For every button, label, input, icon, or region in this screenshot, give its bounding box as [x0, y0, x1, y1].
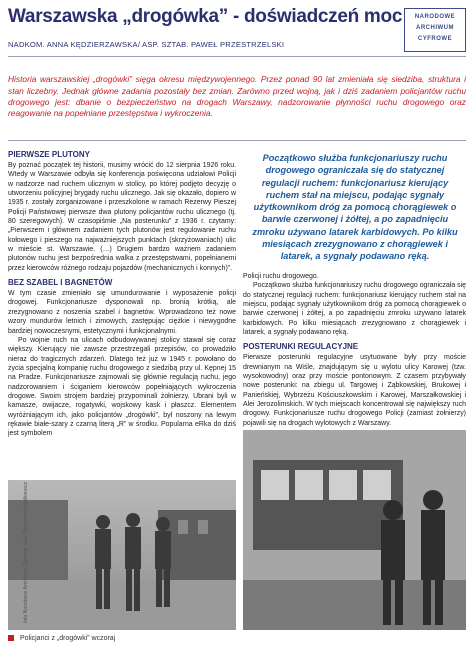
body-paragraph: W tym czasie zmieniało się umundurowanie i wyposażenie policji drogowej. Funkcjonariusze dysponowali np. bronią krótką, ale zrezygnowano z noszenia szabel i bagnetów. Wprowadzono też nowe wzory mundurów letnich i zimowych, zastępując ciężkie i niewygodne bardziej nowoczesnymi, estetycznymi i funkcjonalnymi. — [8, 290, 236, 335]
body-paragraph: Pierwsze posterunki regulacyjne usytuowane były przy moście drewnianym na Wiśle, znajdującym się u wylotu ulicy Karowej (tzw. wysokowodny) oraz przy moście pontonowym. Z czasem przybywały nowe posterunki: na zbiegu ul. Targowej i Ząbkowskiej, Brukowej i Panieńskiej, Wybrzeżu Kościuszkowskim i Karowej, Marszałkowskiej i Alei Jerozolimskich. W tych miejscach koncentrował się największy ruch drogowy. Funkcjonariusze ruchu drogowego Policji (zamiast żołnierzy) pojawili się na drogach wylotowych z Warszawy. — [243, 354, 466, 427]
archival-photo-policemen — [8, 480, 236, 630]
body-paragraph: Po wojnie ruch na ulicach odbudowywanej stolicy stawał się coraz większy. Kierujący nie zawsze przestrzegali przepisów, co prowadziło nieraz do tragicznych zdarzeń. Dlatego też już w 1945 r. powołano do życia specjalną kompanię ruchu drogowego z siedzibą przy ul. Kępnej 15 na Pradze. Funkcjonariusze zajmowali się głównie regulacją ruchu, jego nadzorowaniem i ściganiem kierowców popełniających wykroczenia drogowe. Swoim strojem bardziej przypominali żołnierzy. Ubrani byli w kamasze, owijacze, rogatywki, wojskowy kask i płaszcz. Elementem wyróżniającym ich, jako policjantów „drogówki”, był noszony na lewym rękawie białe-szary z czarną literą „R” w środku. Popularna eRka do dziś jest symbolem — [8, 336, 236, 438]
section-heading: POSTERUNKI REGULACYJNE — [243, 342, 359, 352]
byline: NADKOM. ANNA KĘDZIERZAWSKA/ ASP. SZTAB. PAWEŁ PRZESTRZELSKI — [8, 40, 285, 49]
caption-marker-icon — [8, 635, 14, 641]
divider — [8, 140, 466, 141]
body-paragraph: Policji ruchu drogowego. — [243, 273, 319, 280]
photo-credit: foto Narodowe Archiwum Cyfrowe, Ewa Szymańska-Siółkiewicz — [23, 481, 29, 623]
archival-photo-tram — [243, 430, 466, 630]
body-paragraph: Początkowo służba funkcjonariuszy ruchu drogowego ograniczała się do statycznej regulacji ruchem: funkcjonariusz kierujący ruchem stał na miejscu, podając sygnały użytkownikom dróg za pomocą chorągiewek o barwie czerwonej i żółtej, a po zapadnięciu zmroku używano latarek karbidowych. Po kilku miesiącach zrezygnowano z chorągiewek i latarek, a sygnały podawano ręką. — [243, 282, 466, 337]
lead-paragraph: Historia warszawskiej „drogówki” sięga okresu międzywojennego. Przez ponad 90 lat zmieniała się siedziba, struktura i stan liczebny. Jednak główne zadania pozostały bez zmian. Zarówno przed wojną, jak i dziś zadaniem policjantów ruchu drogowego jest: dbanie o bezpieczeństwo na drogach Warszawy, nadzorowanie płynności ruchu drogowego oraz reagowanie na popełniane przestępstwa i wykroczenia. — [8, 74, 466, 118]
section-heading: PIERWSZE PLUTONY — [8, 150, 90, 159]
nac-logo: NARODOWE ARCHIWUM CYFROWE — [404, 8, 466, 52]
photo-caption: Policjanci z „drogówki” wczoraj — [8, 635, 115, 642]
section-heading: BEZ SZABEL I BAGNETÓW — [8, 278, 113, 288]
body-paragraph: By poznać początek tej historii, musimy wrócić do 12 sierpnia 1926 roku. Wtedy w Warszawie odbyła się konferencja poświęcona udziałowi Policji w nadzorze nad ruchem ulicznym w stolicy, po której podjęto decyzję o utworzeniu policyjnej brygady ruchu ulicznego. Jak się okazało, dopiero w 1935 r. zostały zorganizowane i przeszkolone w ramach Rezerwy Pieszej Policji Państwowej pierwsze dwa plutony policjantów ruchu ulicznego (tj. 80 szeregowych). W czasopiśmie „Na posterunku” z 1936 r. czytamy: „Pierwszem i głównem zadaniem tych plutonów jest regulowanie ruchu kołowego i pieszego na najważniejszych punktach (skrzyżowaniach) ulic w mieście st. Warszawie. (…) Drugiem bardzo ważnem zadaniem plutonów ruchu jest bezpośrednia walka z przestępstwami, popełnianemi przez kierowców różnego rodzaju pojazdów (mechanicznych i konnych)”. — [8, 162, 236, 272]
left-column — [8, 150, 236, 439]
divider — [8, 56, 466, 57]
article-title: Warszawska „drogówka” - doświadczeń moc — [8, 6, 403, 27]
pull-quote: Początkowo służba funkcjonariuszy ruchu drogowego ograniczała się do statycznej regulacji ruchem: funkcjonariusz kierujący ruchem stał na miejscu, podając sygnały użytkownikom dróg za pomocą chorągiewek o barwie czerwonej i żółtej, a po zapadnięciu zmroku używano latarek karbidowych. Po kilku miesiącach zrezygnowano z chorągiewek i latarek, a sygnały podawano ręką. — [252, 153, 458, 262]
right-column — [243, 272, 466, 428]
